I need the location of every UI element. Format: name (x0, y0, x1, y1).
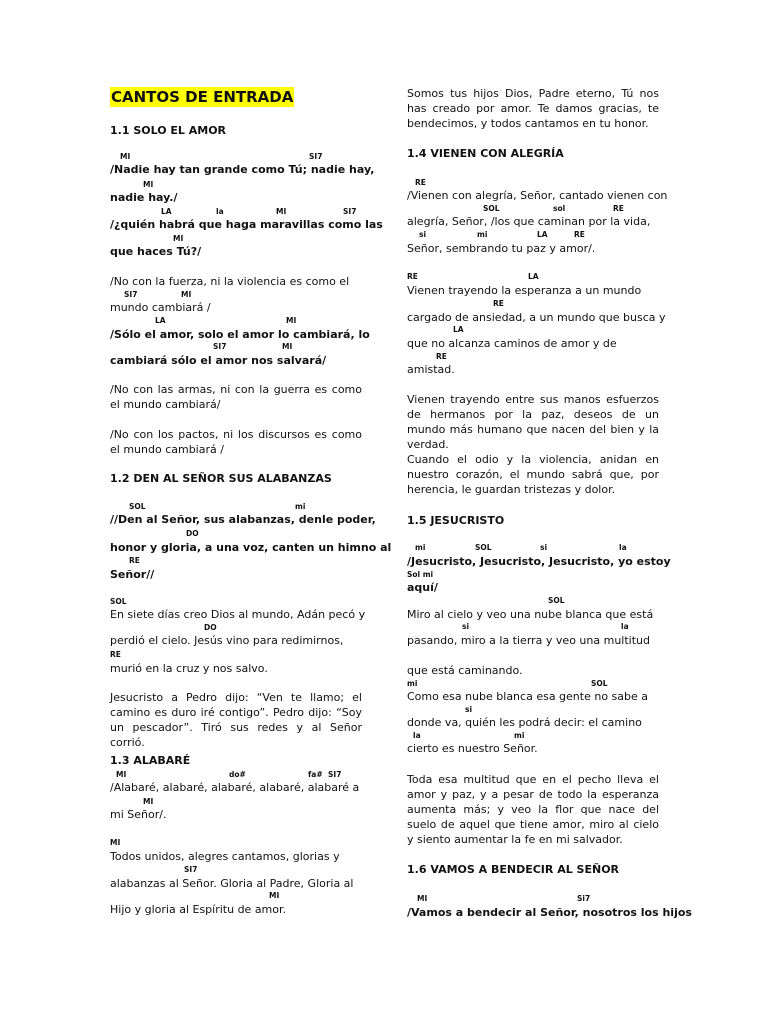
chord: SOL (483, 204, 500, 213)
section-heading-1-2: 1.2 DEN AL SEÑOR SUS ALABANZAS (110, 472, 332, 485)
chord: si (540, 543, 548, 552)
chord: SI7 (328, 770, 342, 779)
lyric-line: que no alcanza caminos de amor y de (407, 337, 617, 350)
lyric-line: /Alabaré, alabaré, alabaré, alabaré, alabaré a (110, 781, 360, 794)
chord: RE (574, 230, 585, 239)
chord: LA (161, 207, 172, 216)
chord: SI7 (213, 342, 227, 351)
chord: MI (181, 290, 192, 299)
lyric-line: que está caminando. (407, 664, 523, 677)
chord: Sol mi (407, 570, 434, 579)
lyric-line: alegría, Señor, /los que caminan por la vida, (407, 215, 651, 228)
chord: DO (186, 529, 199, 538)
chord: la (216, 207, 224, 216)
chord: MI (276, 207, 287, 216)
chord: MI (173, 234, 184, 243)
page-title: CANTOS DE ENTRADA (111, 88, 294, 106)
paragraph: Cuando el odio y la violencia, anidan en nuestro corazón, el mundo sabrá que, por herencia, le guardan tristezas y dolor. (407, 453, 659, 496)
chord: SI7 (124, 290, 138, 299)
lyric-line: honor y gloria, a una voz, canten un himno al (110, 541, 392, 554)
chord: MI (120, 152, 131, 161)
lyric-line: cargado de ansiedad, a un mundo que busca y (407, 311, 666, 324)
lyric-line: /Jesucristo, Jesucristo, Jesucristo, yo estoy (407, 555, 671, 568)
chord: fa# (308, 770, 323, 779)
lyric-line: nadie hay./ (110, 191, 178, 204)
chord: LA (155, 316, 166, 325)
chord: MI (143, 180, 154, 189)
lyric-line: amistad. (407, 363, 455, 376)
chord: DO (204, 623, 217, 632)
lyric-line: Vienen trayendo la esperanza a un mundo (407, 284, 642, 297)
lyric-line: Señor// (110, 568, 155, 581)
chord: si (465, 705, 473, 714)
chord: la (621, 622, 629, 631)
section-heading-1-5: 1.5 JESUCRISTO (407, 514, 505, 527)
chord: SOL (475, 543, 492, 552)
chord: SI7 (309, 152, 323, 161)
lyric-line: murió en la cruz y nos salvo. (110, 662, 268, 675)
lyric-line: /Vienen con alegría, Señor, cantado vienen con (407, 189, 668, 202)
lyric-line: donde va, quién les podrá decir: el camino (407, 716, 642, 729)
chord: RE (415, 178, 426, 187)
paragraph: Toda esa multitud que en el pecho lleva el amor y paz, y a pesar de todo la esperanza aumenta más; y veo la flor que nace del suelo de aquel que tiene amor, miro al cielo y siento aumentar la fe en mi salvador. (407, 773, 659, 846)
lyric-line: que haces Tú?/ (110, 245, 202, 258)
chord: si (419, 230, 427, 239)
paragraph: /No con los pactos, ni los discursos es como el mundo cambiará / (110, 428, 362, 456)
lyric-line: En siete días creo Dios al mundo, Adán pecó y (110, 608, 366, 621)
chord: MI (110, 838, 121, 847)
section-heading-1-1: 1.1 SOLO EL AMOR (110, 124, 227, 137)
lyric-line: cierto es nuestro Señor. (407, 742, 538, 755)
chord: MI (282, 342, 293, 351)
chord: MI (116, 770, 127, 779)
chord: RE (407, 272, 418, 281)
lyric-line: perdió el cielo. Jesús vino para redimirnos, (110, 634, 344, 647)
chord: SOL (591, 679, 608, 688)
chord: SOL (548, 596, 565, 605)
lyric-line: Señor, sembrando tu paz y amor/. (407, 242, 596, 255)
chord: mi (295, 502, 306, 511)
section-heading-1-4: 1.4 VIENEN CON ALEGRÍA (407, 147, 564, 160)
lyric-line: Miro al cielo y veo una nube blanca que está (407, 608, 654, 621)
lyric-line: /No con la fuerza, ni la violencia es como el (110, 275, 350, 288)
chord: mi (477, 230, 488, 239)
chord: SI7 (343, 207, 357, 216)
chord: RE (613, 204, 624, 213)
lyric-line: aquí/ (407, 581, 438, 594)
chord: LA (537, 230, 548, 239)
lyric-line: /Nadie hay tan grande como Tú; nadie hay, (110, 163, 375, 176)
section-heading-1-3: 1.3 ALABARÉ (110, 754, 191, 767)
lyric-line: mi Señor/. (110, 808, 167, 821)
chord: mi (415, 543, 426, 552)
lyric-line: //Den al Señor, sus alabanzas, denle poder, (110, 513, 376, 526)
chord: SOL (110, 597, 127, 606)
lyric-line: pasando, miro a la tierra y veo una multitud (407, 634, 650, 647)
chord: do# (229, 770, 246, 779)
chord: SOL (129, 502, 146, 511)
lyric-line: cambiará sólo el amor nos salvará/ (110, 354, 327, 367)
chord: RE (110, 650, 121, 659)
lyric-line: /Vamos a bendecir al Señor, nosotros los hijos (407, 906, 692, 919)
paragraph: Jesucristo a Pedro dijo: “Ven te llamo; el camino es duro iré contigo”. Pedro dijo: “Soy un pescador”. Tiró sus redes y al Señor corrió. (110, 691, 362, 749)
chord: sol (553, 204, 566, 213)
lyric-line: /¿quién habrá que haga maravillas como las (110, 218, 383, 231)
lyric-line: mundo cambiará / (110, 301, 211, 314)
paragraph: /No con las armas, ni con la guerra es como el mundo cambiará/ (110, 383, 362, 411)
chord: la (619, 543, 627, 552)
paragraph: Somos tus hijos Dios, Padre eterno, Tú nos has creado por amor. Te damos gracias, te bendecimos, y todos cantamos en tu honor. (407, 87, 659, 130)
chord: MI (417, 894, 428, 903)
chord: RE (493, 299, 504, 308)
chord: RE (129, 556, 140, 565)
chord: mi (407, 679, 418, 688)
section-heading-1-6: 1.6 VAMOS A BENDECIR AL SEÑOR (407, 863, 620, 876)
chord: MI (286, 316, 297, 325)
chord: si (462, 622, 470, 631)
paragraph: Vienen trayendo entre sus manos esfuerzos de hermanos por la paz, deseos de un mundo más humano que nacen del bien y la verdad. (407, 393, 659, 451)
lyric-line: Como esa nube blanca esa gente no sabe a (407, 690, 649, 703)
lyric-line: /Sólo el amor, solo el amor lo cambiará, lo (110, 328, 370, 341)
chord: MI (143, 797, 154, 806)
chord: LA (453, 325, 464, 334)
chord: MI (269, 891, 280, 900)
chord: SI7 (184, 865, 198, 874)
chord: la (413, 731, 421, 740)
lyric-line: alabanzas al Señor. Gloria al Padre, Gloria al (110, 877, 354, 890)
chord: LA (528, 272, 539, 281)
chord: RE (436, 352, 447, 361)
lyric-line: Todos unidos, alegres cantamos, glorias y (110, 850, 340, 863)
lyric-line: Hijo y gloria al Espíritu de amor. (110, 903, 287, 916)
chord: Si7 (577, 894, 591, 903)
chord: mi (514, 731, 525, 740)
